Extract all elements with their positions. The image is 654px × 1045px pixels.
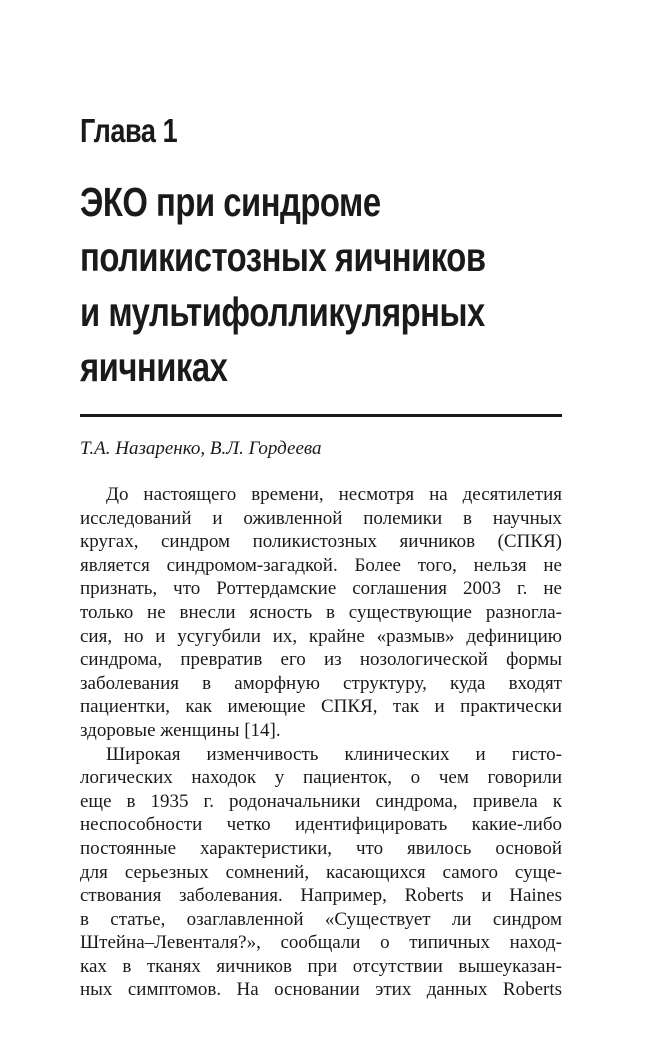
chapter-title-line: ЭКО при синдроме <box>80 179 381 225</box>
text-line: До настоящего времени, несмотря на десятилетия <box>106 484 562 505</box>
text-line: ных симптомов. На основании этих данных Roberts <box>80 979 562 1001</box>
body-text <box>80 483 562 1002</box>
paragraph-1 <box>80 483 562 743</box>
chapter-title-line: яичниках <box>80 344 228 390</box>
text-line: исследований и оживленной полемики в научных <box>80 507 562 529</box>
paragraph-2 <box>80 743 562 1003</box>
text-line: постоянные характеристики, что явилось основой <box>80 837 562 859</box>
text-line: логических находок у пациенток, о чем говорили <box>80 767 562 789</box>
text-line: Штейна–Левенталя?», сообщали о типичных наход- <box>80 932 562 954</box>
text-line: неспособности четко идентифицировать какие-либо <box>80 814 562 836</box>
text-line: еще в 1935 г. родоначальники синдрома, привела к <box>80 790 562 812</box>
chapter-label: Глава 1 <box>80 112 178 149</box>
text-line: синдрома, превратив его из нозологической формы <box>80 649 562 671</box>
text-line: ках в тканях яичников при отсутствии вышеуказан- <box>80 955 562 977</box>
text-line: является синдромом-загадкой. Более того, нельзя не <box>80 554 562 576</box>
text-line: заболевания в аморфную структуру, куда входят <box>80 672 562 694</box>
chapter-title-line: поликистозных яичников <box>80 234 486 280</box>
text-line: только не внесли ясность в существующие разногла- <box>80 601 562 623</box>
chapter-title-line: и мультифолликулярных <box>80 289 485 335</box>
chapter-title <box>80 175 528 395</box>
text-line: пациентки, как имеющие СПКЯ, так и практически <box>80 696 562 718</box>
text-line: здоровые женщины [14]. <box>80 719 281 741</box>
text-line: признать, что Роттердамские соглашения 2003 г. не <box>80 578 562 600</box>
text-line: ствования заболевания. Например, Roberts и Haines <box>80 885 562 907</box>
title-divider <box>80 414 562 417</box>
text-line: сия, но и усугубили их, крайне «размыв» дефиницию <box>80 625 562 647</box>
text-line: в статье, озаглавленной «Существует ли синдром <box>80 908 562 930</box>
text-line: для серьезных сомнений, касающихся самого суще- <box>80 861 562 883</box>
chapter-authors: Т.А. Назаренко, В.Л. Гордеева <box>80 438 322 459</box>
text-line: кругах, синдром поликистозных яичников (СПКЯ) <box>80 531 562 553</box>
text-line: Широкая изменчивость клинических и гисто- <box>106 743 562 765</box>
